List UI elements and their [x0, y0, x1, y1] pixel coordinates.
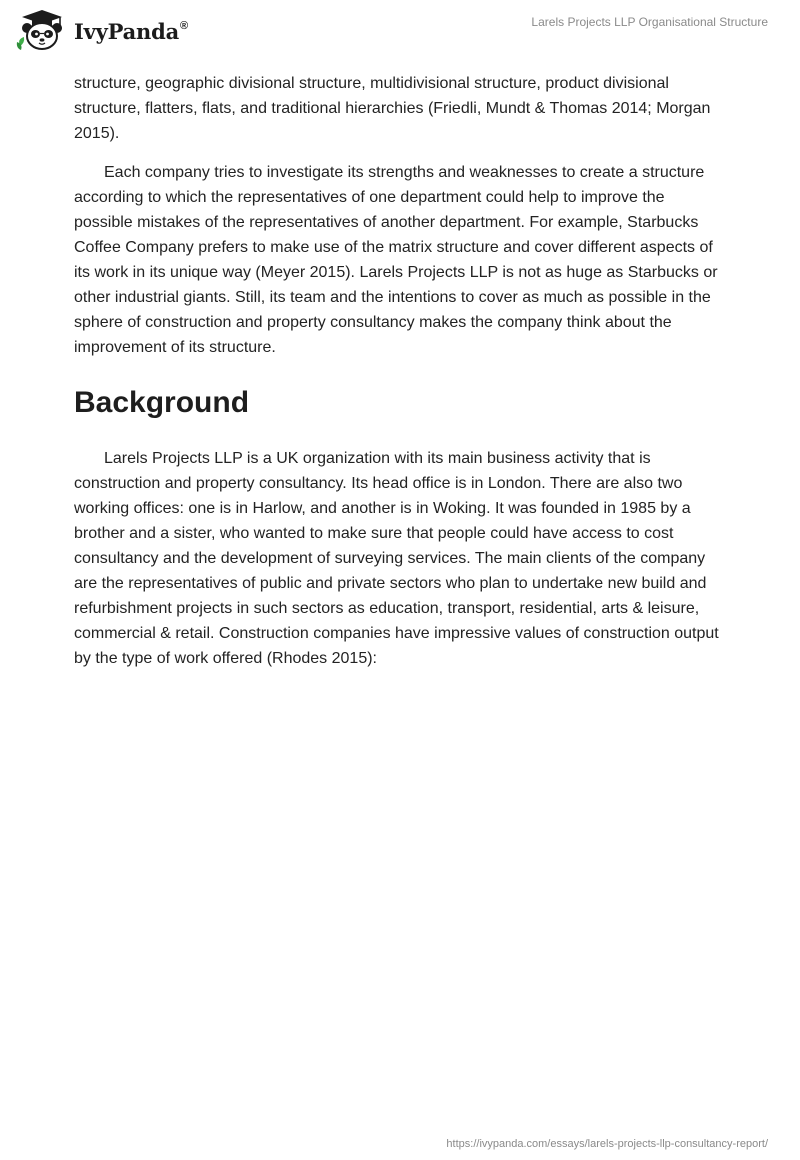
registered-mark: ® — [180, 19, 188, 32]
panda-graduation-cap-icon — [14, 8, 70, 52]
page-header — [0, 0, 800, 64]
logo-wordmark: IvyPanda® — [74, 18, 188, 44]
section-heading-background: Background — [74, 386, 250, 419]
essay-content — [74, 71, 726, 685]
paragraph-company-structure: Each company tries to investigate its strengths and weaknesses to create a structure according to which the representatives of one department could help to improve the possible mistakes of the representatives of another department. For example, Starbucks Coffee Company prefers to make use of the matrix structure and cover different aspects of its work in its unique way (Meyer 2015). Larels Projects LLP is not as huge as Starbucks or other industrial giants. Still, its team and the intentions to cover as much as possible in the sphere of construction and property consultancy makes the company think about the improvement of its structure. — [74, 164, 718, 356]
ivypanda-logo[interactable] — [14, 8, 188, 52]
paragraph-continued: structure, geographic divisional structure, multidivisional structure, product divisional structure, flatters, flats, and traditional hierarchies (Friedli, Mundt & Thomas 2014; Morgan 2015). — [74, 75, 711, 142]
document-header-title: Larels Projects LLP Organisational Structure — [531, 15, 768, 29]
footer-source-url[interactable]: https://ivypanda.com/essays/larels-projects-llp-consultancy-report/ — [446, 1138, 768, 1150]
paragraph-background: Larels Projects LLP is a UK organization with its main business activity that is construction and property consultancy. Its head office is in London. There are also two working offices: one is in Harlow, and another is in Woking. It was founded in 1985 by a brother and a sister, who wanted to make sure that people could have access to cost consultancy and the development of surveying services. The main clients of the company are the representatives of public and private sectors who plan to undertake new build and refurbishment projects in such sectors as education, transport, residential, arts & leisure, commercial & retail. Construction companies have impressive values of construction output by the type of work offered (Rhodes 2015): — [74, 450, 719, 667]
